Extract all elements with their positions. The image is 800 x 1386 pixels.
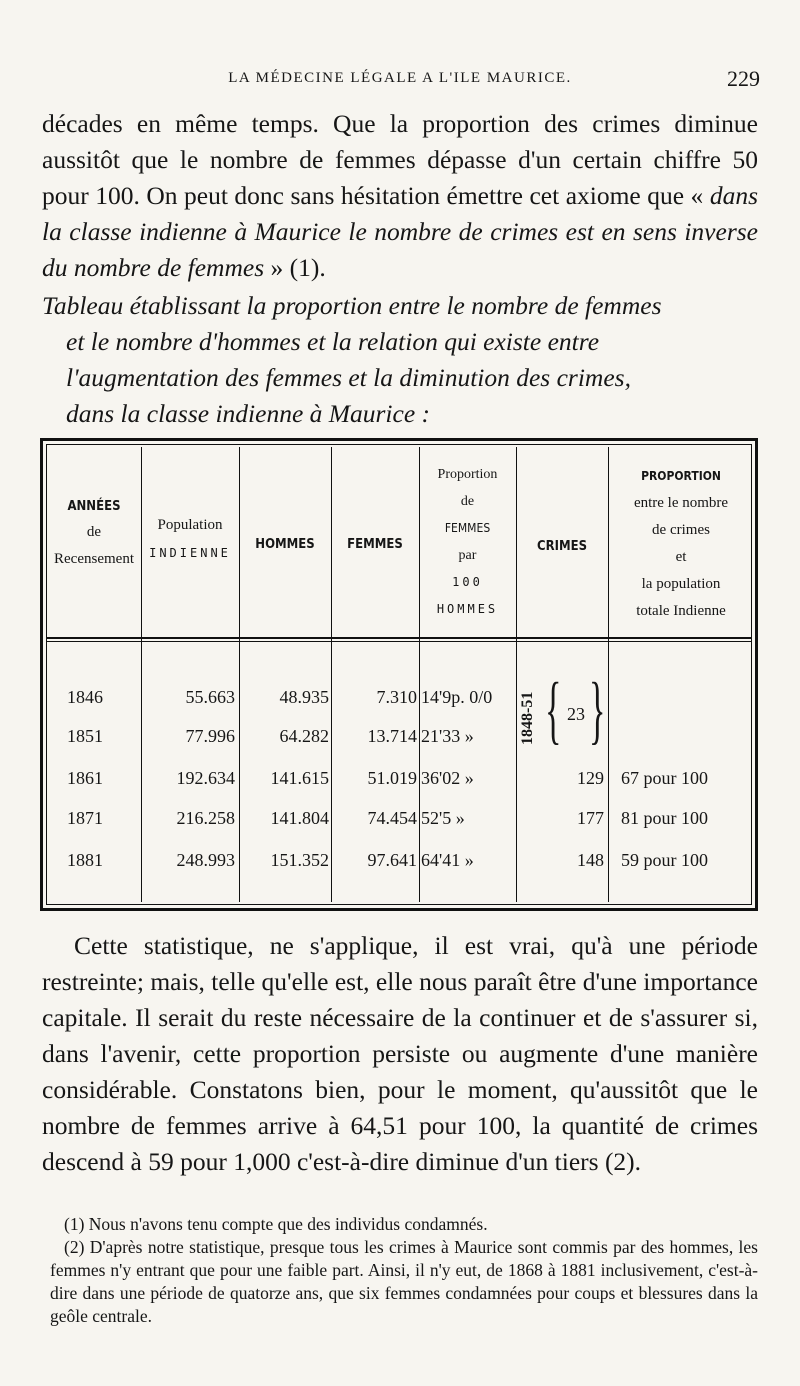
table-caption [42, 288, 758, 432]
cell-hommes: 141.804 [270, 808, 329, 828]
footnote-1: (1) Nous n'avons tenu compte que des individus condamnés. [64, 1214, 488, 1234]
intro-quote: dans la classe indienne à Maurice le nombre de crimes est en sens inverse du nombre de femmes [42, 181, 758, 282]
conclusion-paragraph [42, 928, 758, 1180]
cell-proportion: 64'41 » [421, 850, 474, 870]
left-brace-icon: { [545, 668, 562, 752]
cell-hommes: 141.615 [270, 768, 329, 788]
column-rule [331, 447, 332, 902]
cell-proportion: 14'9p. 0/0 [421, 687, 493, 707]
header-population-l1: Population [157, 517, 223, 533]
cell-ratio: 81 pour 100 [621, 808, 708, 828]
page-number: 229 [727, 66, 760, 91]
header-proportion-l5: 100 [452, 575, 483, 589]
cell-year: 1861 [67, 768, 103, 788]
header-femmes: FEMMES [347, 537, 403, 552]
cell-femmes: 51.019 [367, 768, 417, 788]
header-pc-l3: de crimes [652, 522, 710, 538]
header-population-l2: INDIENNE [149, 546, 231, 560]
cell-year: 1846 [67, 687, 103, 707]
header-hommes: HOMMES [255, 537, 315, 552]
cell-proportion: 52'5 » [421, 808, 465, 828]
cell-population: 77.996 [185, 726, 235, 746]
header-annees-l3: Recensement [54, 551, 134, 567]
cell-femmes: 74.454 [367, 808, 417, 828]
header-crimes: CRIMES [537, 539, 587, 554]
running-head [40, 66, 760, 98]
cell-femmes: 97.641 [367, 850, 417, 870]
header-pc-l2: entre le nombre [633, 495, 729, 511]
header-pc-l1: PROPORTION [641, 469, 721, 483]
cell-year: 1871 [67, 808, 103, 828]
statistics-table [40, 438, 758, 911]
grouped-crimes: 23 [567, 704, 585, 724]
header-rule [47, 641, 751, 642]
period-label: 1848-51 [519, 691, 536, 745]
cell-proportion: 36'02 » [421, 768, 474, 788]
intro-text-a: décades en même temps. Que la proportion des crimes diminue aussitôt que le nombre de femmes dépasse d'un certain chiffre 50 pour 100. On peut donc sans hésitation émettre cet axiome que « [42, 109, 758, 210]
caption-line-1: Tableau établissant la proportion entre le nombre de femmes [42, 291, 662, 320]
header-pc-l4: et [675, 549, 687, 565]
footnotes [50, 1213, 758, 1328]
caption-line-2: et le nombre d'hommes et la relation qui existe entre [66, 327, 600, 356]
cell-population: 248.993 [176, 850, 235, 870]
cell-population: 55.663 [185, 687, 235, 707]
footnote-2: (2) D'après notre statistique, presque tous les crimes à Maurice sont commis par des hommes, les femmes n'y entrant que pour une faible part. Ainsi, il n'y eut, de 1868 à 1881 inclusivement, c'est-à-dire dans une période de quatorze ans, que six femmes condamnées pour coups et blessures dans la geôle centrale. [50, 1237, 758, 1326]
intro-paragraph [42, 106, 758, 286]
header-proportion-l3: FEMMES [444, 521, 491, 535]
header-annees [47, 495, 141, 573]
header-proportion-crimes [608, 463, 754, 625]
cell-femmes: 7.310 [376, 687, 417, 707]
cell-hommes: 48.935 [279, 687, 329, 707]
cell-crimes: 148 [577, 850, 604, 870]
header-proportion [419, 461, 516, 623]
cell-proportion: 21'33 » [421, 726, 474, 746]
header-annees-l1: ANNÉES [67, 499, 121, 514]
cell-ratio: 67 pour 100 [621, 768, 708, 788]
cell-hommes: 64.282 [279, 726, 329, 746]
header-proportion-l4: par [458, 548, 477, 563]
cell-femmes: 13.714 [367, 726, 417, 746]
cell-population: 192.634 [176, 768, 235, 788]
caption-line-3: l'augmentation des femmes et la diminution des crimes, [66, 363, 631, 392]
header-rule [47, 637, 751, 639]
cell-population: 216.258 [176, 808, 235, 828]
cell-year: 1881 [67, 850, 103, 870]
conclusion-text: Cette statistique, ne s'applique, il est vrai, qu'à une période restreinte; mais, telle qu'elle est, elle nous paraît être d'une importance capitale. Il serait du reste nécessaire de la continuer et de s'assurer si, dans l'avenir, cette proportion persiste ou augmente d'une manière considérable. Constatons bien, pour le moment, qu'aussitôt que le nombre de femmes arrive à 64,51 pour 100, la quantité de crimes descend à 59 pour 1,000 c'est-à-dire diminue d'un tiers (2). [42, 931, 758, 1176]
column-rule [516, 447, 517, 902]
header-proportion-l2: de [460, 494, 475, 509]
right-brace-icon: } [589, 668, 606, 752]
header-pc-l5: la population [641, 576, 721, 592]
header-pc-l6: totale Indienne [636, 603, 726, 619]
header-proportion-l1: Proportion [437, 467, 498, 482]
header-population [141, 513, 239, 565]
cell-hommes: 151.352 [270, 850, 329, 870]
cell-crimes: 177 [577, 808, 604, 828]
cell-year: 1851 [67, 726, 103, 746]
cell-crimes: 129 [577, 768, 604, 788]
header-proportion-l6: HOMMES [436, 602, 499, 616]
intro-text-b: » (1). [264, 253, 326, 282]
running-title: LA MÉDECINE LÉGALE A L'ILE MAURICE. [228, 70, 572, 86]
header-annees-l2: de [86, 524, 102, 540]
cell-ratio: 59 pour 100 [621, 850, 708, 870]
column-rule [239, 447, 240, 902]
caption-line-4: dans la classe indienne à Maurice : [66, 399, 431, 428]
